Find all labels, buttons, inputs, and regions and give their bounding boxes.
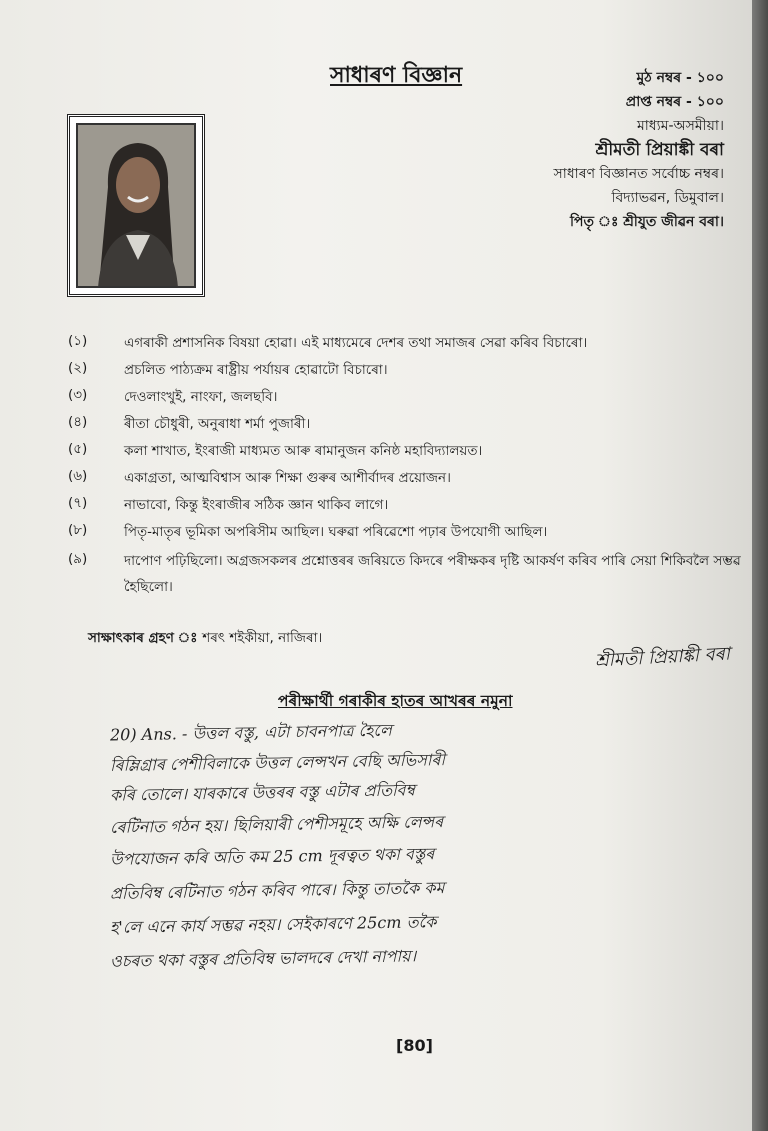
father-name: পিতৃ ঃ শ্ৰীযুত জীৱন বৰা। — [569, 214, 724, 230]
interview-credit: সাক্ষাৎকাৰ গ্ৰহণ ঃ শৰৎ শইকীয়া, নাজিৰা। — [88, 630, 323, 646]
handwriting-sample-title: পৰীক্ষাৰ্থী গৰাকীৰ হাতৰ আখৰৰ নমুনা — [278, 692, 513, 710]
student-info — [394, 66, 724, 234]
achievement: সাধাৰণ বিজ্ঞানত সৰ্বোচ্চ নম্বৰ। — [553, 166, 724, 182]
page-title: সাধাৰণ বিজ্ঞান — [330, 63, 463, 88]
handwriting-line: হ'লে এনে কাৰ্য সম্ভৱ নহয়। সেইকাৰণে 25cm তকৈ — [109, 912, 437, 937]
student-photo-frame — [67, 114, 205, 297]
handwriting-line: ৰিম্লিগ্ৰাৰ পেশীবিলাকে উত্তল লেন্সখন বেছি অভিসাৰী — [109, 750, 446, 775]
textbook-page: সাধাৰণ বিজ্ঞান মুঠ নম্বৰ - ১০০ প্ৰাপ্ত নম্বৰ - ১০০ মাধ্যম-অসমীয়া। শ্ৰীমতী প্ৰিয়াঙ্কী বৰা সাধাৰণ বিজ্ঞানত সৰ্বোচ্চ নম্বৰ। বিদ্যাভৱন, ডিমুবাল। পিতৃ ঃ শ্ৰীযুত জীৱন বৰা। (১) এগৰাকী প্ৰশাসনিক বিষয়া হোৱা। এই মাধ্যমেৰে দেশৰ তথা সমাজৰ সেৱা কৰিব বিচাৰো। (২) প্ৰচলিত পাঠ্যক্ৰম ৰাষ্ট্ৰীয় পৰ্যায়ৰ হোৱাটো বিচাৰো। (৩) দেওলাংখুই, নাংফা, জলছবি। (৪) ৰীতা চৌধুৰী, অনুৰাধা শৰ্মা পুজাৰী। (৫) কলা শাখাত, ইংৰাজী মাধ্যমত আৰু ৰামানুজন কনিষ্ঠ মহাবিদ্যালয়ত। (৬) একাগ্ৰতা, আত্মবিশ্বাস আৰু শিক্ষা গুৰুৰ আশীৰ্বাদৰ প্ৰয়োজন। (৭) নাভাবো, কিন্তু ইংৰাজীৰ সঠিক জ্ঞান থাকিব লাগে। (৮) পিতৃ-মাতৃৰ ভূমিকা অপৰিসীম আছিল। ঘৰুৱা পৰিৱেশো পঢ়াৰ উপযোগী আছিল। (৯) দাপোণ পঢ়িছিলো। অগ্ৰজসকলৰ প্ৰশ্নোত্তৰৰ জৰিয়তে কিদৰে পৰীক্ষকৰ দৃষ্টি আকৰ্ষণ কৰিব পাৰি সেয়া শিকিবলৈ সম্ভৱ হৈছিলো। সাক্ষাৎকাৰ গ্ৰহণ ঃ শৰৎ শইকীয়া, নাজিৰা। শ্ৰীমতী প্ৰিয়াঙ্কী বৰা পৰীক্ষাৰ্থী গৰাকীৰ হাতৰ আখৰৰ নমুনা 20) Ans. - উত্তল বস্তু, এটা চাবনপাত্ৰ হৈলে ৰিম্লিগ্ৰাৰ পেশীবিলাকে উত্তল লেন্সখন বেছি অভিসাৰী কৰি তোলে। যাৰকাৰে উত্তৰৰ বস্তু এটাৰ প্ৰতিবিম্ব ৰেটিনাত গঠন হয়। ছিলিয়াৰী পেশীসমূহে অক্ষি লেন্সৰ উপযোজন কৰি অতি কম 25 cm দূৰত্বত থকা বস্তুৰ প্ৰতিবিম্ব ৰেটিনাত গঠন কৰিব পাৰে। কিন্তু তাতকৈ কম হ'লে এনে কাৰ্য সম্ভৱ নহয়। সেইকাৰণে 25cm তকৈ ওচৰত থকা বস্তুৰ প্ৰতিবিম্ব ভালদৰে দেখা নাপায়। [80] — [0, 0, 752, 1131]
obtained-marks: প্ৰাপ্ত নম্বৰ - ১০০ — [625, 94, 724, 110]
handwriting-line: ৰেটিনাত গঠন হয়। ছিলিয়াৰী পেশীসমূহে অক্ষি লেন্সৰ — [109, 812, 444, 837]
handwriting-line: উপযোজন কৰি অতি কম 25 cm দূৰত্বত থকা বস্তুৰ — [109, 844, 435, 869]
handwriting-line: ওচৰত থকা বস্তুৰ প্ৰতিবিম্ব ভালদৰে দেখা নাপায়। — [109, 946, 417, 971]
handwriting-line: কৰি তোলে। যাৰকাৰে উত্তৰৰ বস্তু এটাৰ প্ৰতিবিম্ব — [109, 780, 416, 805]
student-photo — [76, 123, 196, 288]
page-number: [80] — [396, 1036, 433, 1055]
handwriting-line: 20) Ans. - উত্তল বস্তু, এটা চাবনপাত্ৰ হৈলে — [109, 720, 392, 745]
medium: মাধ্যম-অসমীয়া। — [636, 118, 724, 134]
school: বিদ্যাভৱন, ডিমুবাল। — [611, 190, 724, 206]
student-name: শ্ৰীমতী প্ৰিয়াঙ্কী বৰা — [595, 140, 724, 160]
handwriting-line: প্ৰতিবিম্ব ৰেটিনাত গঠন কৰিব পাৰে। কিন্তু তাতকৈ কম — [109, 878, 445, 903]
book-spine — [752, 0, 768, 1131]
total-marks: মুঠ নম্বৰ - ১০০ — [636, 70, 724, 86]
signature: শ্ৰীমতী প্ৰিয়াঙ্কী বৰা — [594, 643, 731, 672]
portrait-icon — [78, 125, 196, 288]
